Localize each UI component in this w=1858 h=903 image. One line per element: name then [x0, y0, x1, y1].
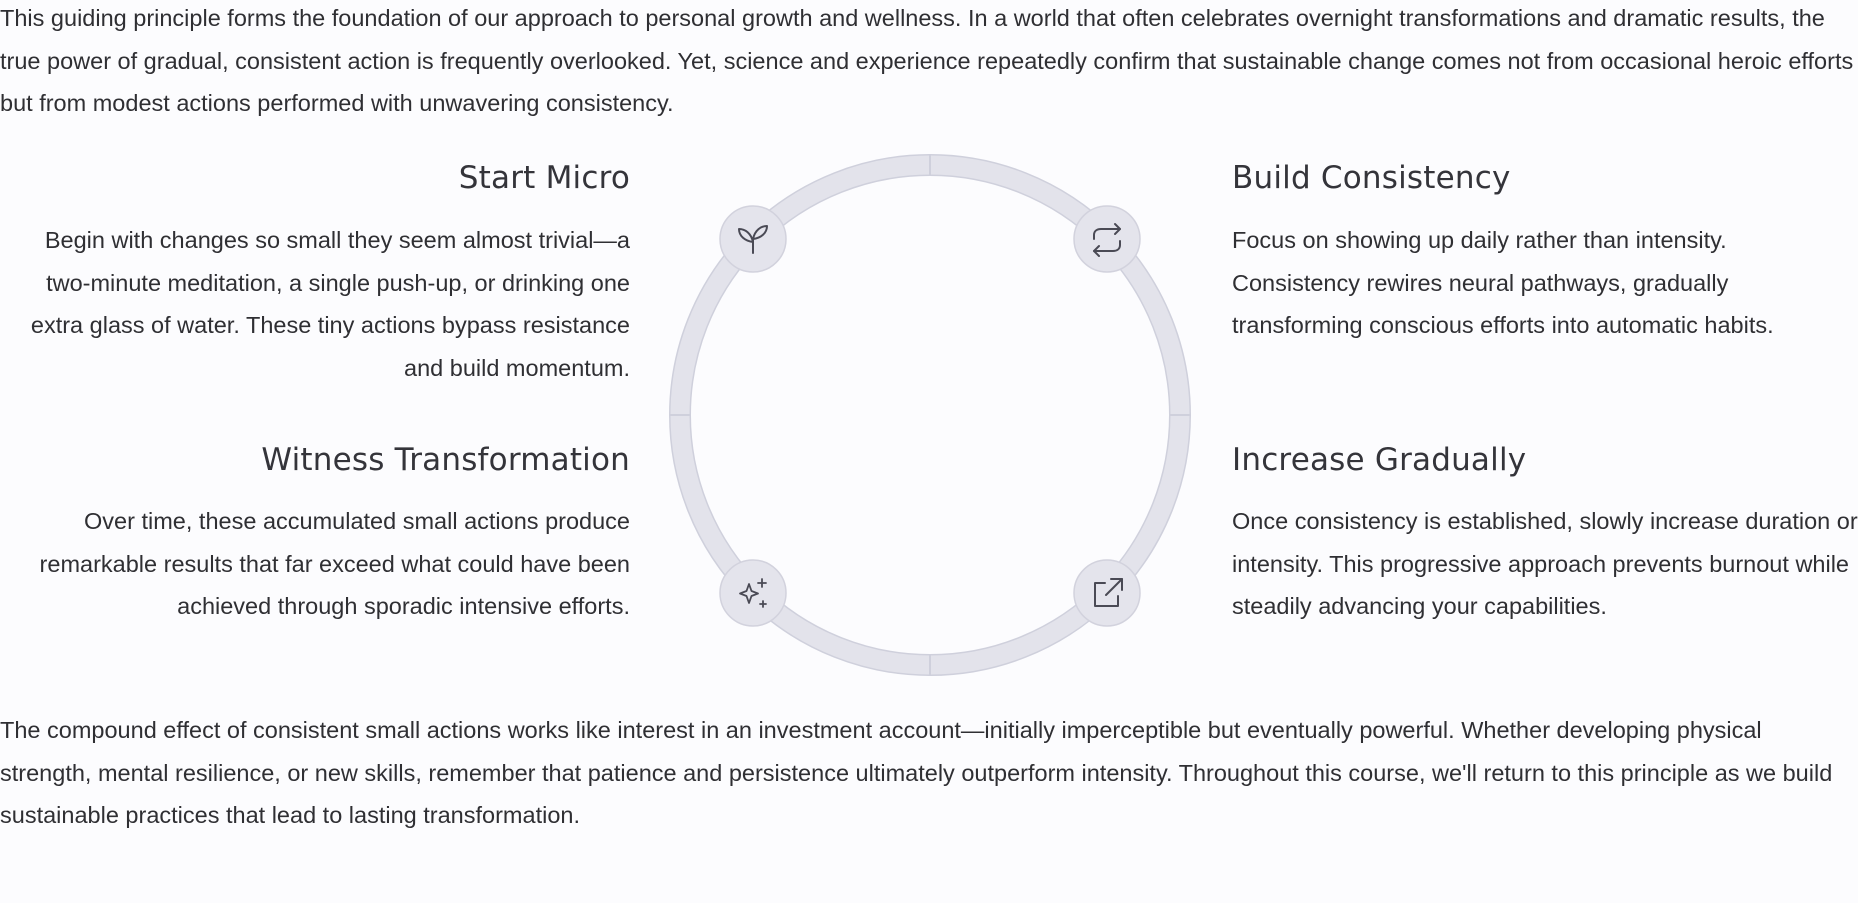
step-text-build-consistency: Focus on showing up daily rather than intensity. Consistency rewires neural pathways, gradually transforming conscious efforts into automatic habits.	[1232, 227, 1774, 338]
intro-paragraph: This guiding principle forms the foundation of our approach to personal growth and wellness. In a world that often celebrates overnight transformations and dramatic results, the true power of gradual, consistent action is frequently overlooked. Yet, science and experience repeatedly confirm that sustainable change comes not from occasional heroic efforts but from modest actions performed with unwavering consistency.	[0, 5, 1854, 116]
step-title-witness-transformation: Witness Transformation	[261, 442, 630, 478]
cycle-diagram	[660, 150, 1200, 690]
outro-paragraph: The compound effect of consistent small actions works like interest in an investment account—initially imperceptible but eventually powerful. Whether developing physical strength, mental resilience, or new skills, remember that patience and persistence ultimately outperform intensity. Throughout this course, we'll return to this principle as we build sustainable practices that lead to lasting transformation.	[0, 717, 1833, 828]
node-start-micro	[720, 206, 786, 272]
step-title-increase-gradually: Increase Gradually	[1232, 442, 1527, 478]
step-text-start-micro: Begin with changes so small they seem almost trivial—a two-minute meditation, a single push-up, or drinking one extra glass of water. These tiny actions bypass resistance and build momentum.	[30, 227, 630, 381]
node-build-consistency	[1074, 206, 1140, 272]
node-increase-gradually	[1074, 560, 1140, 626]
node-witness-transformation	[720, 560, 786, 626]
step-title-build-consistency: Build Consistency	[1232, 160, 1511, 196]
step-text-increase-gradually: Once consistency is established, slowly increase duration or intensity. This progressive approach prevents burnout while steadily advancing your capabilities.	[1232, 508, 1858, 619]
step-text-witness-transformation: Over time, these accumulated small actions produce remarkable results that far exceed what could have been achieved through sporadic intensive efforts.	[39, 508, 630, 619]
step-title-start-micro: Start Micro	[458, 160, 630, 196]
